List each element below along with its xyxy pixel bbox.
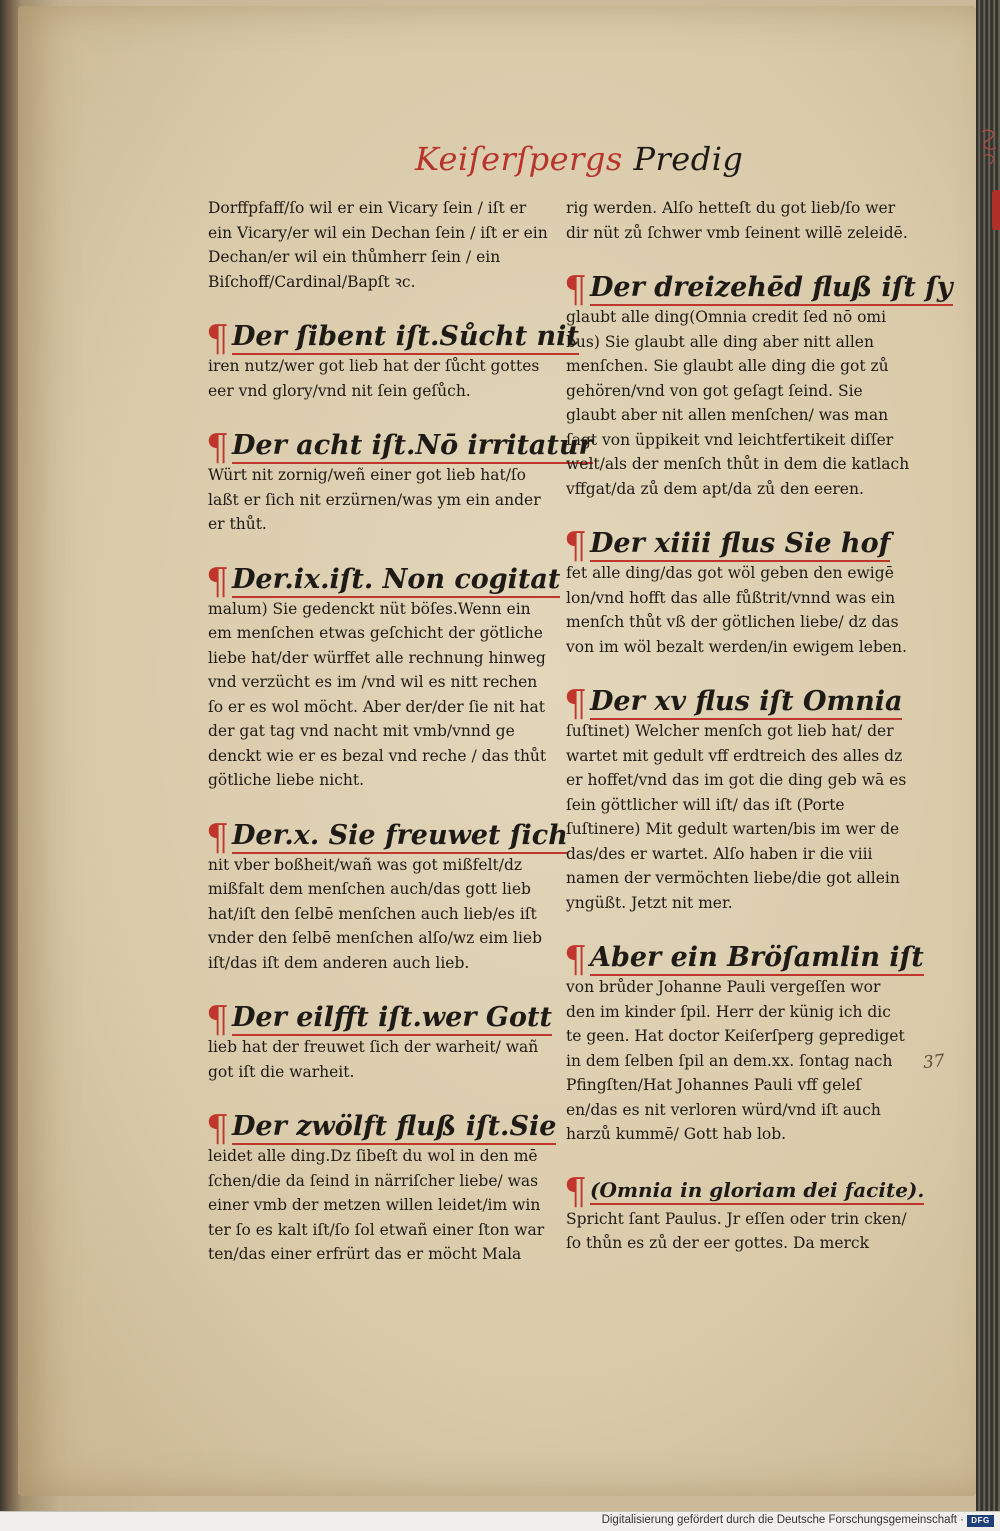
section-heading [564,940,924,981]
section-heading-text: Der dreizehēd fluß iſt ſy [590,272,953,306]
handwritten-margin-note: 37 [922,1050,946,1074]
show-through-text [205,135,345,175]
body-paragraph: malum) Sie gedenckt nüt böſes.Wenn ein em menſchen etwas geſchicht der götliche liebe hat/der würffet alle rechnung hinweg vnd verzücht es im /vnd wil es nitt rechen ſo er es wol möcht. Aber der/der ſie nit hat der gat tag vnd nacht mit vmb/vnnd ge denckt wie er es bezal vnd reche / das thůt götliche liebe nicht. [208,599,547,789]
section-heading-text: (Omnia in gloriam dei facite). [590,1178,924,1205]
body-paragraph: leidet alle ding.Dz ſibeſt du wol in den mē ſchen/die da ſeind in närriſcher liebe/ was einer vmb der metzen willen leidet/im win ter ſo es kalt iſt/ſo ſol etwañ einer ſton war ten/das einer erfrürt das er möcht Mala [208,1147,545,1263]
body-paragraph: ſuſtinet) Welcher menſch got lieb hat/ der wartet mit gedult vff erdtreich des alles dz er hoffet/vnd das im got die ding geb wā es ſein göttlicher will iſt/ das iſt (Porte ſuſtinere) Mit gedult warten/bis im wer de das/des er wartet. Alſo haben ir die viii namen der vermöchten liebe/die got allein yngüßt. Jetzt nit mer. [566,722,907,912]
section-heading [206,1000,552,1041]
section-heading [564,270,953,311]
body-paragraph: nit vber boßheit/wañ was got mißfelt/dz mißfalt dem menſchen auch/das gott lieb hat/iſt den ſelbē menſchen auch lieb/es iſt vnder den ſelbē menſchen alſo/wz eim lieb iſt/das iſt dem anderen auch lieb. [208,855,543,972]
section-heading [564,526,911,567]
body-paragraph: von brůder Johanne Pauli vergeſſen wor den im kinder ſpil. Herr der künig ich dic te geen. Hat doctor Keiſerſperg geprediget in dem ſelben ſpil an dem.xx. ſontag nach Pfingſten/Hat Johannes Pauli vff geleſ en/das es nit verloren würd/vnd iſt auch harzů kummē/ Gott hab lob. [566,978,905,1143]
section-heading-text: Der eilfft iſt.wer Gott [232,1002,552,1036]
pilcrow-icon: ¶ [206,817,229,859]
section-heading-text: Der acht iſt.Nō irritatur [232,430,593,464]
pilcrow-icon: ¶ [564,940,587,981]
red-bookmark-tab [992,190,1000,230]
pilcrow-icon: ¶ [206,561,229,603]
section-heading-text: Der ſibent iſt.Sůcht nit [232,321,579,355]
section-heading [564,684,911,725]
body-paragraph: Dorffpfaff/ſo wil er ein Vicary ſein / iſt er ein Vicary/er wil ein Dechan ſein / iſt er ein Dechan/er wil ein thůmherr ſein / ein Biſchoff/Cardinal/Bapſt ꝛc. [208,199,548,291]
dfg-logo: DFG [967,1515,994,1527]
running-head-title: Predig [633,140,744,178]
pilcrow-icon: ¶ [564,270,587,311]
body-paragraph: iren nutz/wer got lieb hat der ſůcht gottes eer vnd glory/vnd nit ſein geſůch. [208,357,540,400]
body-paragraph: lieb hat der freuwet ſich der warheit/ wañ got iſt die warheit. [208,1038,539,1081]
section-heading [206,428,593,469]
left-text-column [206,196,593,1267]
section-heading-text: Der zwölft fluß iſt.Sie [232,1111,556,1145]
body-paragraph: rig werden. Alſo hetteſt du got lieb/ſo wer dir nüt zů ſchwer vmb ſeinent willē zeleidē. [566,199,908,242]
section-heading [206,319,579,360]
section-heading [206,817,568,859]
section-heading-text: Der.x. Sie freuwet ſich [232,820,568,854]
section-heading [206,1109,557,1150]
body-paragraph: glaubt alle ding(Omnia credit ſed nō omi bus) Sie glaubt alle ding aber nitt allen menſchen. Sie glaubt alle ding die got zů gehören/vnd von got geſagt ſeind. Sie glaubt aber nit allen menſchen/ was man ſagt von üppikeit vnd leichtfertikeit diſſer welt/als der menſch thůt in dem die katlach vffgat/da zů dem apt/da zů den eeren. [566,308,910,498]
viewer-footer [0,1511,1000,1531]
pilcrow-icon: ¶ [564,1171,587,1213]
section-heading-text: Aber ein Bröſamlin iſt [590,942,924,976]
body-paragraph: fet alle ding/das got wöl geben den ewigē lon/vnd hofft das alle fůßtrit/vnnd was ein menſch thůt vß der götlichen liebe/ dz das von im wöl bezalt werden/in ewigem leben. [566,564,907,656]
body-paragraph: Spricht ſant Paulus. Jr eſſen oder trin cken/ſo thůn es zů der eer gottes. Da merck [566,1209,907,1252]
body-paragraph: Würt nit zornig/weñ einer got lieb hat/ſo laßt er ſich nit erzürnen/was ym ein ander er thůt. [208,466,541,533]
pilcrow-icon: ¶ [564,684,587,725]
section-heading [206,561,561,603]
funding-credit: Digitalisierung gefördert durch die Deutsche Forschungsgemeinschaft · [601,1514,964,1526]
section-heading-text: Der xiiii flus Sie hof [590,528,890,562]
pilcrow-icon: ¶ [206,428,229,469]
pilcrow-icon: ¶ [206,1000,229,1041]
handwritten-mark-icon [978,122,1000,170]
section-heading-text: Der xv flus iſt Omnia [590,686,902,720]
section-heading [564,1171,925,1213]
pilcrow-icon: ¶ [564,526,587,567]
running-head-author: Keiſerſpergs [415,140,623,178]
pilcrow-icon: ¶ [206,319,229,360]
section-heading-text: Der.ix.iſt. Non cogitat [232,564,560,598]
running-head [415,140,743,178]
pilcrow-icon: ¶ [206,1109,229,1150]
